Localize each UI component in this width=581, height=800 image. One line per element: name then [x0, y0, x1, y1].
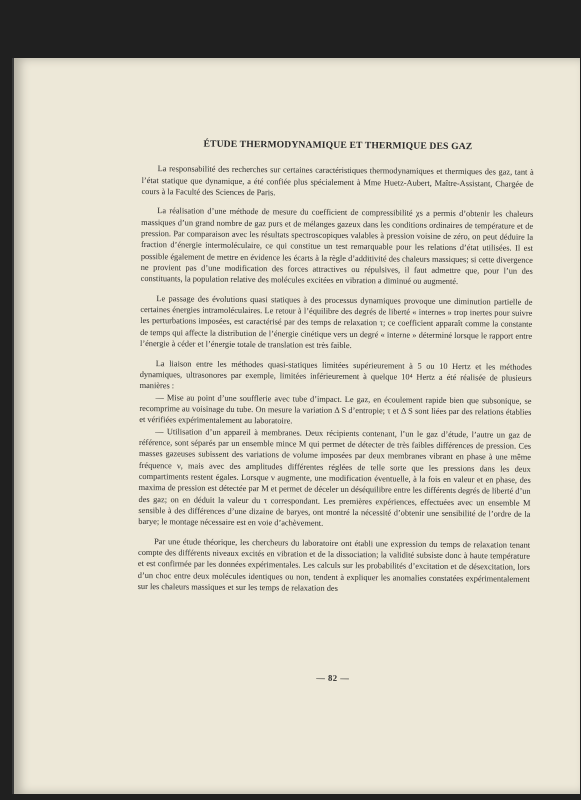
- paragraph-membranes: — Utilisation d’un appareil à membranes. Deux récipients contenant, l’un le gaz d’étude, l’autre un gaz de référence, sont séparés par un ensemble mince M qui permet de détecter de très faibles différences de pression. Ces masses gazeuses subissent des variations de volume imposées par deux membranes vibrant en phase à une même fréquence ν, mais avec des amplitudes différentes réglées de telle sorte que les pressions dans les deux compartiments restent égales. Lorsque ν augmente, une modification éventuelle, à la fois en valeur et en phase, des maxima de pression est détectée par M et permet de déceler un déséquilibre entre les différents degrés de liberté d’un des gaz; on en déduit la valeur du τ correspondant. Les premières expériences, effectuées avec un ensemble M sensible à des différences d’une dizaine de baryes, ont montré la nécessité d’obtenir une sensibilité de l’ordre de la barye; le montage nécessaire est en voie d’achèvement.: [138, 426, 532, 529]
- document-page: [12, 58, 580, 794]
- page-number: — 82 —: [316, 672, 350, 684]
- paragraph-relaxation: Le passage des évolutions quasi statiques à des processus dynamiques provoque une diminution partielle de certaines énergies intramoléculaires. Le retour à l’équilibre des degrés de liberté « internes » trop inertes pour suivre les perturbations imposées, est caractérisé par des temps de relaxation τ; ce coefficient apparaît comme la constante de temps qui affecte la distribution de l’énergie cinétique vers un degré « interne » déterminé lorsque le rapport entre l’énergie à céder et l’énergie totale de translation est très faible.: [139, 293, 533, 351]
- paragraph-compressibility: La réalisation d’une méthode de mesure du coefficient de compressibilité χs a permis d’obtenir les chaleurs massiques d’un grand nombre de gaz purs et de mélanges gazeux dans les conditions ordinaires de température et de pression. Par comparaison avec les résultats spectroscopiques valables à pression voisine de zéro, on peut déduire la fraction d’énergie intermoléculaire, ce qui constitue un test remarquable pour les relations d’état utilisées. Il est possible également de mettre en évidence les écarts à la règle d’additivité des chaleurs massiques; si cette divergence ne provient pas d’une modification des forces attractives ou répulsives, il faut admettre que, pour l’un des constituants, la population relative des molécules excitées en vibration a diminué ou augmenté.: [140, 206, 534, 287]
- paragraph-responsibility: La responsabilité des recherches sur certaines caractéristiques thermodynamiques et thermiques des gaz, tant à l’état statique que dynamique, a été confiée plus spécialement à Mme Huetz-Aubert, Maître-Assistant, Chargée de cours à la Faculté des Sciences de Paris.: [141, 164, 534, 198]
- paragraph-methods: La liaison entre les méthodes quasi-statiques limitées supérieurement à 5 ou 10 Hertz et les méthodes dynamiques, ultrasonores par exemple, limitées inférieurement à quelque 10⁴ Hertz a été réalisée de plusieurs manières :: [139, 358, 532, 391]
- paragraph-wind-tunnel: — Mise au point d’une soufflerie avec tube d’impact. Le gaz, en écoulement rapide bien que subsonique, se recomprime au voisinage du tube. On mesure la variation Δ S d’entropie; τ et Δ S sont liées par des relations établies et vérifiées expérimentalement au laboratoire.: [139, 392, 532, 426]
- page-content: [137, 138, 534, 684]
- paragraph-theoretical-study: Par une étude théorique, les chercheurs du laboratoire ont établi une expression du temps de relaxation tenant compte des différents niveaux excités en vibration et de la dissociation; la validité subsiste donc à haute température et est confirmée par les données expérimentales. Les calculs sur les probabilités d’excitation et de désexcitation, lors d’un choc entre deux molécules identiques ou non, tendent à expliquer les anomalies constatées expérimentalement sur les chaleurs massiques et sur les temps de relaxation des: [137, 536, 531, 593]
- page-title: ÉTUDE THERMODYNAMIQUE ET THERMIQUE DES GAZ: [203, 138, 473, 153]
